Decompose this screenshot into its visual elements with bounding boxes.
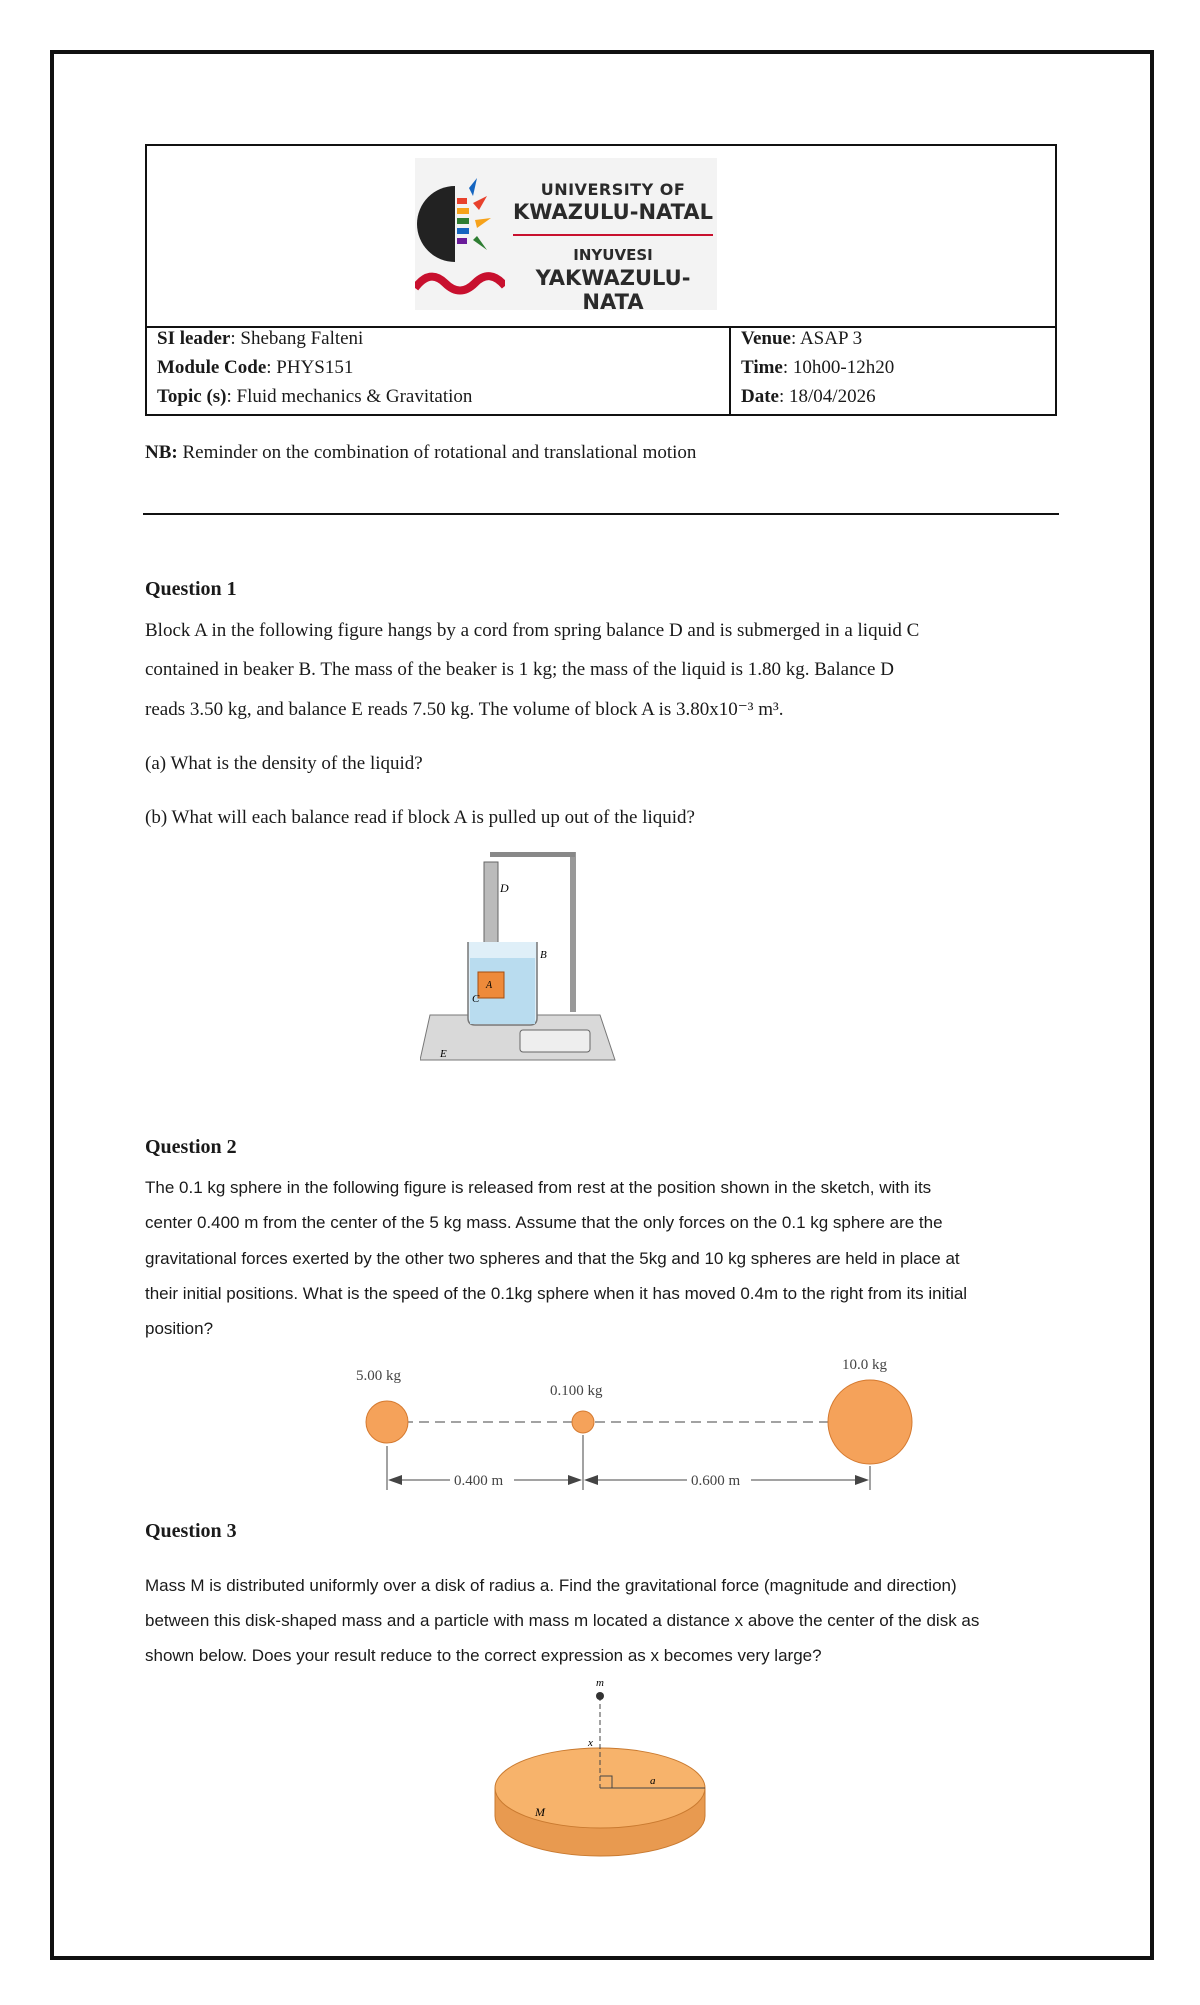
q1-line-1: Block A in the following figure hangs by a cord from spring balance D and is submerged in a liquid C	[145, 620, 920, 641]
fig1-label-A: A	[486, 980, 493, 991]
time-value: : 10h00-12h20	[782, 357, 895, 378]
time-line	[741, 357, 894, 379]
fig3-label-a: a	[650, 1775, 656, 1787]
nb-text: Reminder on the combination of rotational and translational motion	[177, 442, 697, 463]
si-leader-label: SI leader	[157, 328, 231, 349]
fig3-label-M: M	[535, 1805, 545, 1819]
university-logo	[415, 158, 717, 314]
logo-rule	[513, 234, 713, 236]
logo-line-2: KWAZULU-NATAL	[513, 200, 713, 224]
q2-line-4: their initial positions. What is the speed of the 0.1kg sphere when it has moved 0.4m to the right from its initial	[145, 1284, 968, 1303]
q1-part-b: (b) What will each balance read if block A is pulled up out of the liquid?	[145, 807, 695, 828]
q2-line-3: gravitational forces exerted by the other two spheres and that the 5kg and 10 kg spheres are held in place at	[145, 1249, 960, 1268]
module-label: Module Code	[157, 357, 267, 378]
label-10kg: 10.0 kg	[842, 1357, 887, 1373]
venue-line	[741, 328, 862, 350]
si-leader-value: : Shebang Falteni	[230, 328, 364, 349]
venue-label: Venue	[741, 328, 791, 349]
q3-figure	[490, 1676, 720, 1861]
date-value: : 18/04/2026	[778, 386, 876, 407]
nb-note	[145, 442, 696, 464]
topic-value: : Fluid mechanics & Gravitation	[226, 386, 473, 407]
topic-label: Topic (s)	[157, 386, 227, 407]
venue-value: : ASAP 3	[790, 328, 863, 349]
info-right-cell	[731, 326, 1053, 416]
logo-line-1: UNIVERSITY OF	[540, 180, 686, 199]
si-leader-line	[157, 328, 363, 350]
date-line	[741, 386, 876, 408]
topic-line	[157, 386, 472, 408]
q3-line-2: between this disk-shaped mass and a particle with mass m located a distance x above the center of the disk as	[145, 1611, 980, 1630]
fig3-label-m: m	[596, 1677, 604, 1689]
q2-line-5: position?	[145, 1319, 214, 1338]
logo-cell	[147, 146, 1055, 328]
module-value: : PHYS151	[266, 357, 354, 378]
header-table	[145, 144, 1057, 416]
label-5kg: 5.00 kg	[356, 1368, 401, 1384]
q3-line-1: Mass M is distributed uniformly over a disk of radius a. Find the gravitational force (magnitude and direction)	[145, 1576, 957, 1595]
q1-line-3: reads 3.50 kg, and balance E reads 7.50 kg. The volume of block A is 3.80x10⁻³ m³.	[145, 699, 784, 720]
particle-icon	[596, 1692, 604, 1700]
q2-line-2: center 0.400 m from the center of the 5 kg mass. Assume that the only forces on the 0.1 kg sphere are the	[145, 1213, 943, 1232]
nb-label: NB:	[145, 442, 178, 463]
logo-line-3: INYUVESI	[573, 246, 653, 264]
q2-figure	[350, 1350, 930, 1500]
logo-line-4: YAKWAZULU-NATA	[535, 266, 691, 314]
q1-figure	[420, 840, 620, 1070]
module-line	[157, 357, 353, 379]
fig3-label-x: x	[588, 1737, 593, 1749]
sphere-0-1kg-icon	[572, 1411, 594, 1433]
q3-line-3: shown below. Does your result reduce to the correct expression as x becomes very large?	[145, 1646, 822, 1665]
sphere-10kg-icon	[828, 1380, 912, 1464]
label-0-6m: 0.600 m	[691, 1473, 741, 1489]
time-label: Time	[741, 357, 783, 378]
q2-line-1: The 0.1 kg sphere in the following figure is released from rest at the position shown in the sketch, with its	[145, 1178, 932, 1197]
info-left-cell	[147, 326, 731, 416]
fig1-label-D: D	[500, 881, 509, 895]
logo-emblem-icon	[415, 158, 505, 310]
label-0-1kg: 0.100 kg	[550, 1383, 603, 1399]
divider	[143, 513, 1059, 515]
q1-part-a: (a) What is the density of the liquid?	[145, 753, 423, 774]
date-label: Date	[741, 386, 779, 407]
q1-title: Question 1	[145, 578, 237, 600]
fig1-label-B: B	[540, 949, 547, 961]
fig1-label-C: C	[472, 993, 480, 1005]
q2-title: Question 2	[145, 1136, 237, 1158]
sphere-5kg-icon	[366, 1401, 408, 1443]
q1-line-2: contained in beaker B. The mass of the beaker is 1 kg; the mass of the liquid is 1.80 kg. Balance D	[145, 659, 894, 680]
q3-title: Question 3	[145, 1520, 237, 1542]
label-0-4m: 0.400 m	[454, 1473, 504, 1489]
fig1-label-E: E	[440, 1048, 447, 1060]
